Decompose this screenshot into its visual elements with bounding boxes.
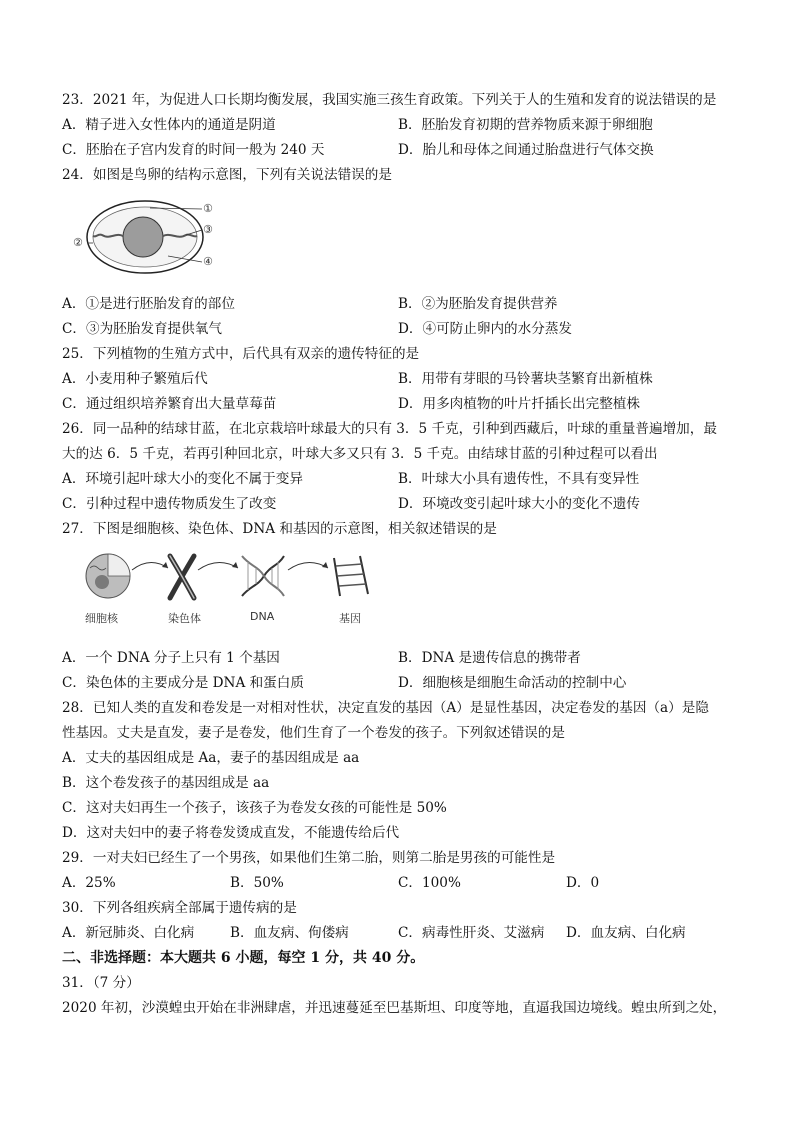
egg-label-4: ④ <box>203 255 213 268</box>
arrow-3 <box>288 562 328 570</box>
gene-drawing <box>334 556 368 596</box>
bird-egg-figure <box>70 196 230 278</box>
q29-option-d: D．0 <box>566 875 600 891</box>
nucleus-drawing <box>86 554 130 598</box>
egg-label-3: ③ <box>203 223 213 236</box>
q25-option-b: B．用带有芽眼的马铃薯块茎繁育出新植株 <box>398 371 653 387</box>
q24-stem: 24．如图是鸟卵的结构示意图，下列有关说法错误的是 <box>62 167 392 183</box>
q29-option-c: C．100% <box>398 875 461 891</box>
q30-option-a: A．新冠肺炎、白化病 <box>62 925 195 941</box>
q24-option-c: C．③为胚胎发育提供氧气 <box>62 321 222 337</box>
q27-stem: 27．下图是细胞核、染色体、DNA 和基因的示意图，相关叙述错误的是 <box>62 521 497 537</box>
section2-title: 二、非选择题：本大题共 6 小题，每空 1 分，共 40 分。 <box>62 950 425 966</box>
q23-stem: 23．2021 年，为促进人口长期均衡发展，我国实施三孩生育政策。下列关于人的生殖和发育的说法错误的是 <box>62 92 717 108</box>
q27-option-d: D．细胞核是细胞生命活动的控制中心 <box>398 675 627 691</box>
q29-option-b: B．50% <box>230 875 284 891</box>
q23-option-a: A．精子进入女性体内的通道是阴道 <box>62 117 276 133</box>
q24-option-d: D．④可防止卵内的水分蒸发 <box>398 321 573 337</box>
egg-label-2: ② <box>73 236 83 249</box>
label-nucleus: 细胞核 <box>85 612 118 625</box>
q26-stem-line1: 26．同一品种的结球甘蓝，在北京栽培叶球最大的只有 3．5 千克，引种到西藏后，叶球的重量普遍增加，最 <box>62 421 717 437</box>
q28-option-d: D．这对夫妇中的妻子将卷发烫成直发，不能遗传给后代 <box>62 825 400 841</box>
q25-option-d: D．用多肉植物的叶片扦插长出完整植株 <box>398 396 640 412</box>
q27-option-a: A．一个 DNA 分子上只有 1 个基因 <box>62 650 280 666</box>
q31-text: 2020 年初，沙漠蝗虫开始在非洲肆虐，并迅速蔓延至巴基斯坦、印度等地，直逼我国边境线。蝗虫所到之处， <box>62 1000 727 1016</box>
q26-option-c: C．引种过程中遗传物质发生了改变 <box>62 496 277 512</box>
q23-option-b: B．胚胎发育初期的营养物质来源于卵细胞 <box>398 117 653 133</box>
genetics-figure <box>78 548 378 630</box>
q29-stem: 29．一对夫妇已经生了一个男孩，如果他们生第二胎，则第二胎是男孩的可能性是 <box>62 850 556 866</box>
dna-drawing <box>242 556 284 596</box>
nucleus-chromosome-dna-gene-diagram <box>78 548 378 630</box>
q28-stem-line1: 28．已知人类的直发和卷发是一对相对性状，决定直发的基因（A）是显性基因，决定卷发的基因（a）是隐 <box>62 700 709 716</box>
label-gene: 基因 <box>339 612 361 625</box>
q29-option-a: A．25% <box>62 875 116 891</box>
q30-option-c: C．病毒性肝炎、艾滋病 <box>398 925 545 941</box>
q27-option-b: B．DNA 是遗传信息的携带者 <box>398 650 581 666</box>
label-dna: DNA <box>250 610 275 623</box>
egg-label-1: ① <box>203 202 213 215</box>
q25-stem: 25．下列植物的生殖方式中，后代具有双亲的遗传特征的是 <box>62 346 420 362</box>
q30-option-b: B．血友病、佝偻病 <box>230 925 349 941</box>
q30-option-d: D．血友病、白化病 <box>566 925 686 941</box>
q28-stem-line2: 性基因。丈夫是直发，妻子是卷发，他们生育了一个卷发的孩子。下列叙述错误的是 <box>62 725 565 741</box>
q25-option-c: C．通过组织培养繁育出大量草莓苗 <box>62 396 277 412</box>
q28-option-b: B．这个卷发孩子的基因组成是 aa <box>62 775 270 791</box>
q24-option-a: A．①是进行胚胎发育的部位 <box>62 296 235 312</box>
q27-option-c: C．染色体的主要成分是 DNA 和蛋白质 <box>62 675 304 691</box>
q26-option-a: A．环境引起叶球大小的变化不属于变异 <box>62 471 303 487</box>
q23-option-c: C．胚胎在子宫内发育的时间一般为 240 天 <box>62 142 325 158</box>
label-chromosome: 染色体 <box>168 612 201 625</box>
q23-option-d: D．胎儿和母体之间通过胎盘进行气体交换 <box>398 142 654 158</box>
arrow-2 <box>198 562 238 570</box>
q26-option-b: B．叶球大小具有遗传性，不具有变异性 <box>398 471 640 487</box>
q28-option-c: C．这对夫妇再生一个孩子，该孩子为卷发女孩的可能性是 50% <box>62 800 447 816</box>
q30-stem: 30．下列各组疾病全部属于遗传病的是 <box>62 900 297 916</box>
q26-stem-line2: 大的达 6．5 千克，若再引种回北京，叶球大多又只有 3．5 千克。由结球甘蓝的引种过程可以看出 <box>62 446 658 462</box>
q24-option-b: B．②为胚胎发育提供营养 <box>398 296 558 312</box>
chromosome-drawing <box>170 556 194 598</box>
q28-option-a: A．丈夫的基因组成是 Aa，妻子的基因组成是 aa <box>62 750 360 766</box>
q25-option-a: A．小麦用种子繁殖后代 <box>62 371 208 387</box>
arrow-1 <box>132 562 168 570</box>
yolk-shape <box>123 217 163 257</box>
q31-heading: 31．（7 分） <box>62 975 140 991</box>
q26-option-d: D．环境改变引起叶球大小的变化不遗传 <box>398 496 640 512</box>
